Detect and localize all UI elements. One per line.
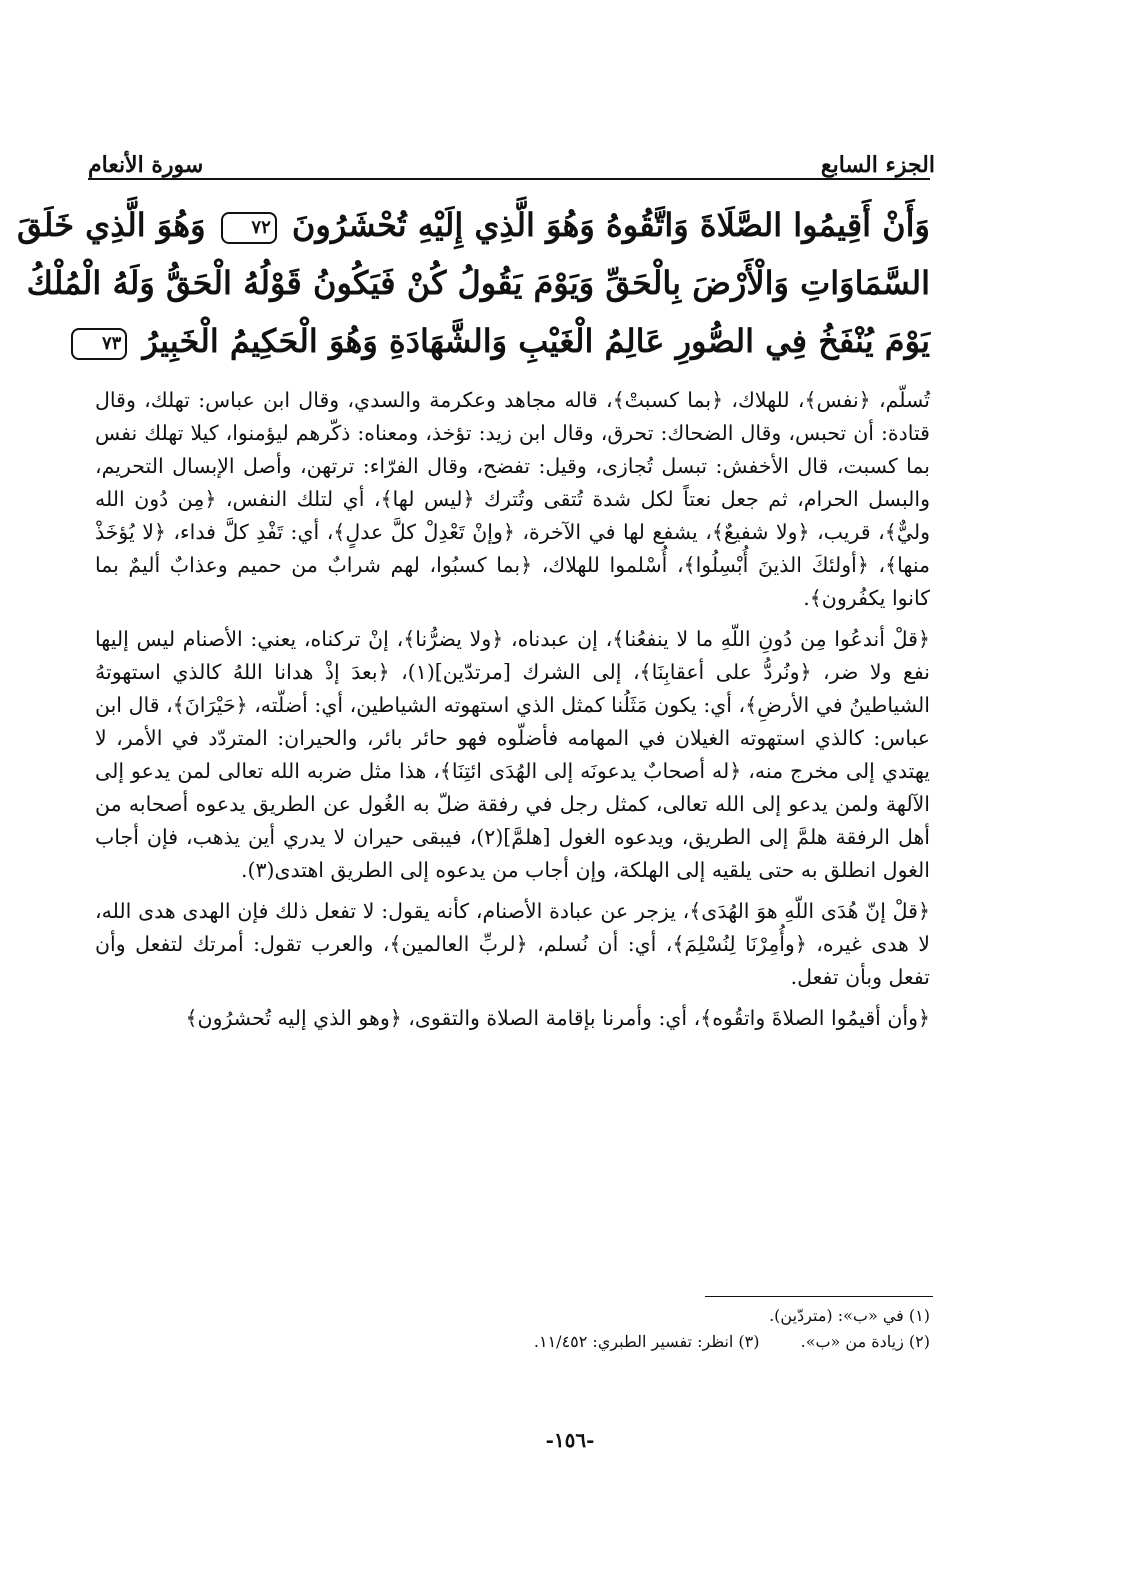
quran-line-1-end: وَهُوَ الَّذِي خَلَقَ bbox=[16, 206, 206, 244]
quran-verses bbox=[16, 196, 930, 370]
tafsir-commentary bbox=[95, 384, 930, 1043]
surah-title: سورة الأنعام bbox=[88, 152, 204, 178]
quran-line-1-text: وَأَنْ أَقِيمُوا الصَّلَاةَ وَاتَّقُوهُ وَهُوَ الَّذِي إِلَيْهِ تُحْشَرُونَ bbox=[291, 206, 930, 244]
quran-line-3-text: يَوْمَ يُنْفَخُ فِي الصُّورِ عَالِمُ الْغَيْبِ وَالشَّهَادَةِ وَهُوَ الْحَكِيمُ الْخَبِيرُ bbox=[142, 322, 930, 360]
footnote-3: (٣) انظر: تفسير الطبري: ١١/٤٥٢. bbox=[533, 1332, 760, 1351]
footnote-rule bbox=[705, 1296, 933, 1297]
footnote-2: (٢) زيادة من «ب». bbox=[800, 1332, 930, 1351]
quran-line-1 bbox=[16, 196, 930, 254]
footnotes bbox=[400, 1303, 930, 1355]
footnote-row-2 bbox=[400, 1329, 930, 1355]
page-header bbox=[88, 138, 935, 178]
quran-line-2: السَّمَاوَاتِ وَالْأَرْضَ بِالْحَقِّ وَيَوْمَ يَقُولُ كُنْ فَيَكُونُ قَوْلُهُ الْحَقُّ وَلَهُ الْمُلْكُ bbox=[26, 264, 930, 302]
commentary-paragraph-1: تُسلّم، ﴿نفس﴾، للهلاك، ﴿بما كسبتْ﴾، قاله مجاهد وعكرمة والسدي، وقال ابن عباس: تهلك، وقال قتادة: أن تحبس، وقال الضحاك: تحرق، وقال ابن زيد: تؤخذ، ومعناه: ذكّرهم ليؤمنوا، كيلا تهلك نفس بما كسبت، قال الأخفش: تبسل تُجازى، وقيل: تفضح، وقال الفرّاء: ترتهن، وأصل الإبسال التحريم، والبسل الحرام، ثم جعل نعتاً لكل شدة تُتقى وتُترك ﴿ليس لها﴾، أي لتلك النفس، ﴿مِن دُون الله وليٌّ﴾، قريب، ﴿ولا شفيعٌ﴾، يشفع لها في الآخرة، ﴿وإنْ تَعْدِلْ كلَّ عدلٍ﴾، أي: تَفْدِ كلَّ فداء، ﴿لا يُؤخَذْ منها﴾، ﴿أولئكَ الذينَ أُبْسِلُوا﴾، أُسْلموا للهلاك، ﴿بما كسبُوا، لهم شرابٌ من حميم وعذابٌ أليمٌ بما كانوا يكفُرون﴾. bbox=[95, 388, 930, 610]
ayah-marker-72: ٧٢ bbox=[221, 212, 277, 244]
juz-title: الجزء السابع bbox=[820, 152, 935, 178]
commentary-paragraph-3: ﴿قلْ إنّ هُدَى اللّهِ هوَ الهُدَى﴾، يزجر عن عبادة الأصنام، كأنه يقول: لا تفعل ذلك فإن الهدى هدى الله، لا هدى غيره، ﴿وأُمِرْنَا لِنُسْلِمَ﴾، أي: أن نُسلم، ﴿لربِّ العالمين﴾، والعرب تقول: أمرتك لتفعل وأن تفعل وبأن تفعل. bbox=[95, 899, 930, 989]
commentary-paragraph-4: ﴿وأن أقيمُوا الصلاةَ واتقُوه﴾، أي: وأمرنا بإقامة الصلاة والتقوى، ﴿وهو الذي إليه تُحشرُون﴾ bbox=[185, 1006, 930, 1030]
commentary-paragraph-2: ﴿قلْ أندعُوا مِن دُونِ اللّهِ ما لا ينفعُنا﴾، إن عبدناه، ﴿ولا يضرُّنا﴾، إنْ تركناه، يعني: الأصنام ليس إليها نفع ولا ضر، ﴿ونُردُّ على أعقابِنَا﴾، إلى الشرك [مرتدّين](١)، ﴿بعدَ إذْ هدانا اللهُ كالذي استهوتهُ الشياطينُ في الأرضِ﴾، أي: يكون مَثَلُنا كمثل الذي استهوته الشياطين، أي: أضلّته، ﴿حَيْرَانَ﴾، قال ابن عباس: كالذي استهوته الغيلان في المهامه فأضلّوه فهو حائر بائر، والحيران: المتردّد في الأمر، لا يهتدي إلى مخرج منه، ﴿له أصحابٌ يدعونَه إلى الهُدَى ائتِنَا﴾، هذا مثل ضربه الله تعالى لمن يدعو إلى الآلهة ولمن يدعو إلى الله تعالى، كمثل رجل في رفقة ضلّ به الغُول عن الطريق يدعوه أصحابه من أهل الرفقة هلمَّ إلى الطريق، ويدعوه الغول [هلمَّ](٢)، فيبقى حيران لا يدري أين يذهب، فإن أجاب الغول انطلق به حتى يلقيه إلى الهلكة، وإن أجاب من يدعوه إلى الطريق اهتدى(٣). bbox=[95, 627, 930, 882]
footnote-row-1 bbox=[400, 1303, 930, 1329]
quran-line-3 bbox=[95, 312, 930, 370]
footnote-1: (١) في «ب»: (متردّين). bbox=[769, 1306, 930, 1325]
ayah-marker-73: ٧٣ bbox=[71, 328, 127, 360]
page-number: -١٥٦- bbox=[545, 1428, 595, 1452]
header-rule bbox=[88, 178, 930, 180]
